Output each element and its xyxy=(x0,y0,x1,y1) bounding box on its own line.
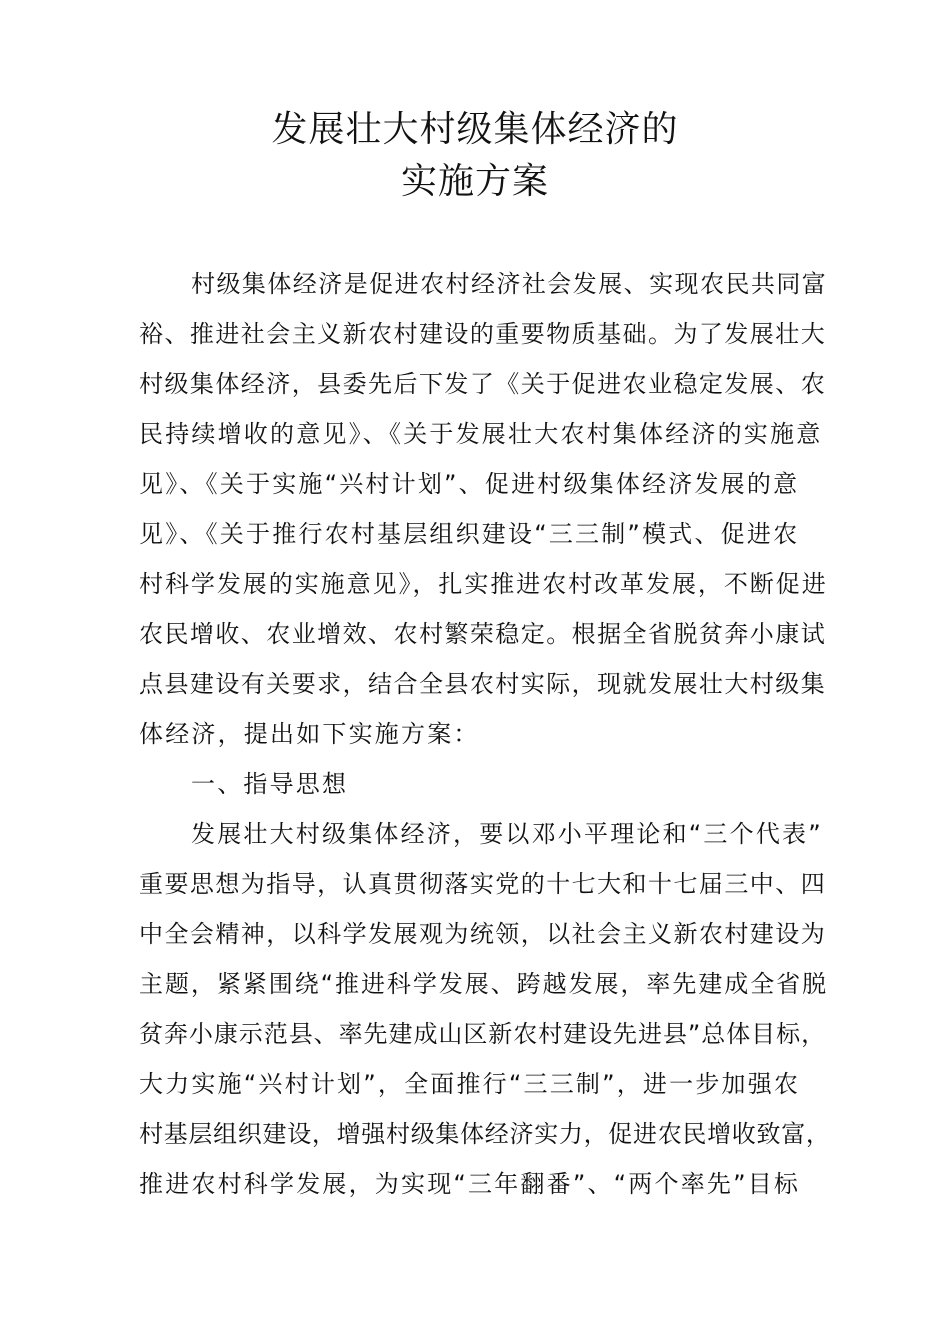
body-line: 发展壮大村级集体经济，要以邓小平理论和“三个代表” xyxy=(191,820,823,848)
body-line: 大力实施“兴村计划”，全面推行“三三制”，进一步加强农 xyxy=(139,1070,801,1098)
body-line: 村级集体经济是促进农村经济社会发展、实现农民共同富 xyxy=(191,270,828,298)
body-line: 贫奔小康示范县、率先建成山区新农村建设先进县”总体目标， xyxy=(139,1020,827,1048)
body-line: 村科学发展的实施意见》，扎实推进农村改革发展，不断促进 xyxy=(139,570,828,598)
body-line: 主题，紧紧围绕“推进科学发展、跨越发展，率先建成全省脱 xyxy=(139,970,829,998)
document-body xyxy=(139,259,829,1209)
body-line: 见》、《关于实施“兴村计划”、促进村级集体经济发展的意 xyxy=(139,470,800,498)
body-line: 农民增收、农业增效、农村繁荣稳定。根据全省脱贫奔小康试 xyxy=(139,620,827,648)
body-line: 推进农村科学发展，为实现“三年翻番”、“两个率先”目标 xyxy=(139,1170,801,1198)
body-line: 中全会精神，以科学发展观为统领，以社会主义新农村建设为 xyxy=(139,920,827,948)
document-title-line-1: 发展壮大村级集体经济的 xyxy=(271,109,679,150)
body-line: 点县建设有关要求，结合全县农村实际，现就发展壮大村级集 xyxy=(139,670,827,698)
body-line: 裕、推进社会主义新农村建设的重要物质基础。为了发展壮大 xyxy=(139,320,827,348)
document-title-line-2: 实施方案 xyxy=(400,161,549,202)
body-line: 体经济，提出如下实施方案： xyxy=(139,720,480,748)
body-line: 重要思想为指导，认真贯彻落实党的十七大和十七届三中、四 xyxy=(139,870,827,898)
body-line: 村基层组织建设，增强村级集体经济实力，促进农民增收致富， xyxy=(139,1120,831,1148)
body-line: 见》、《关于推行农村基层组织建设“三三制”模式、促进农 xyxy=(139,520,800,548)
body-line: 一、指导思想 xyxy=(191,770,349,798)
body-line: 民持续增收的意见》、《关于发展壮大农村集体经济的实施意 xyxy=(139,420,823,448)
body-line: 村级集体经济，县委先后下发了《关于促进农业稳定发展、农 xyxy=(139,370,827,398)
